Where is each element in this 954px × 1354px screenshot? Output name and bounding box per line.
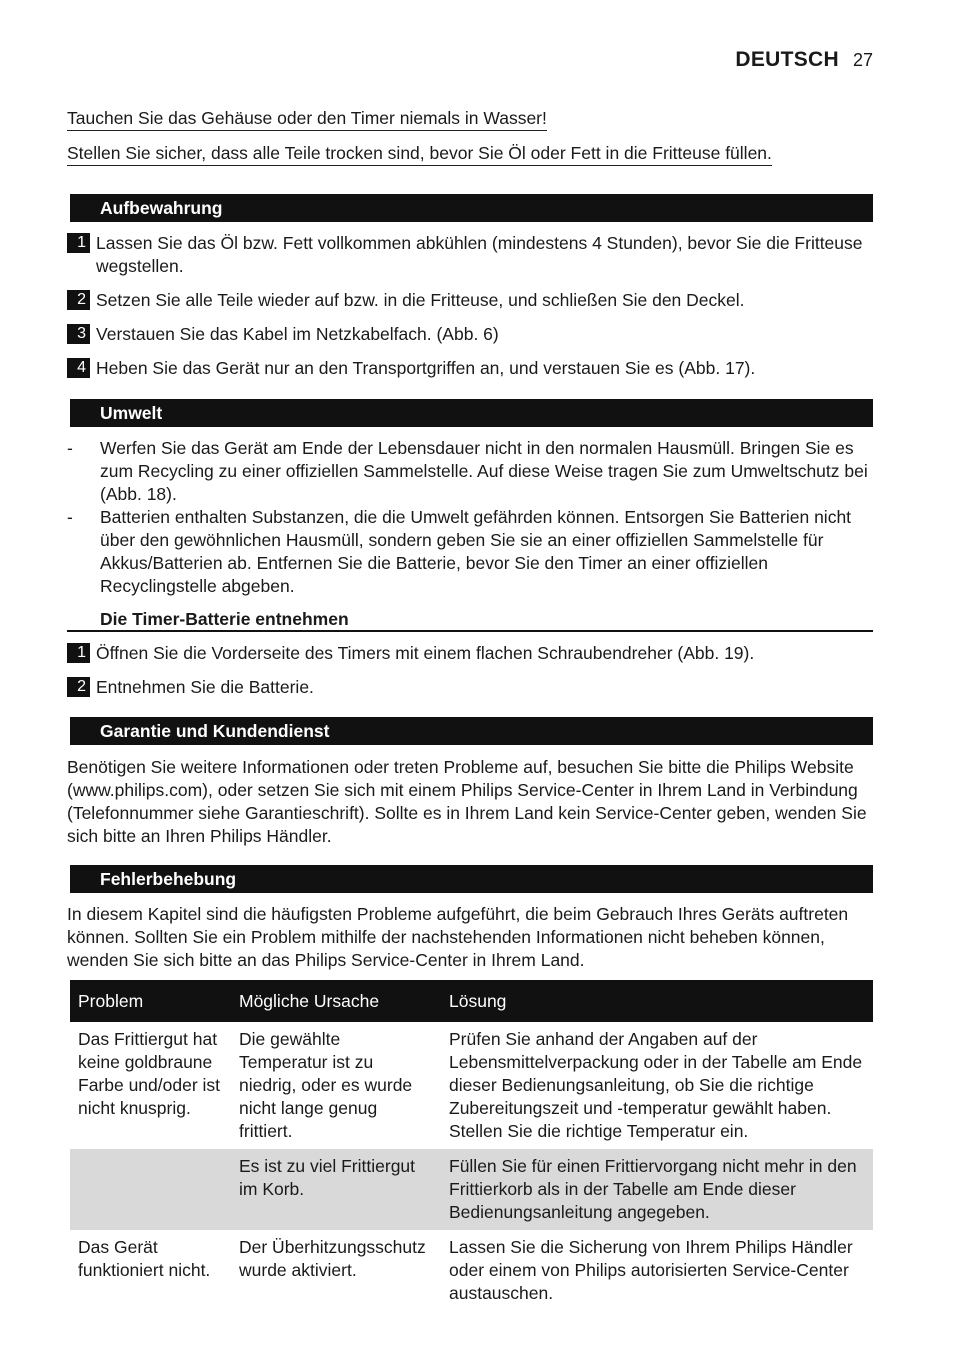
step-text: Öffnen Sie die Vorderseite des Timers mit einem flachen Schraubendreher (Abb. 19). [96,643,755,663]
cause-cell: Der Überhitzungsschutz wurde aktiviert. [239,1237,426,1280]
storage-step [67,232,873,278]
step-number: 1 [67,643,90,663]
warning-dry-parts: Stellen Sie sicher, dass alle Teile trocken sind, bevor Sie Öl oder Fett in die Fritteuse füllen. [67,142,772,166]
storage-step [67,357,873,380]
section-heading-storage: Aufbewahrung [70,194,873,222]
section-heading-troubleshooting: Fehlerbehebung [70,865,873,893]
language-label: DEUTSCH [735,48,839,71]
problem-cell [70,1149,231,1230]
section-heading-guarantee: Garantie und Kundendienst [70,717,873,745]
step-text: Lassen Sie das Öl bzw. Fett vollkommen abkühlen (mindestens 4 Stunden), bevor Sie die Fritteuse wegstellen. [96,233,863,276]
page-header [735,48,873,72]
troubleshooting-table [70,980,873,1311]
bullet-text: Batterien enthalten Substanzen, die die Umwelt gefährden können. Entsorgen Sie Batterien nicht über den gewöhnlichen Hausmüll, sondern geben Sie sie an einer offiziellen Sammelstelle für Akkus/Batterien ab. Entfernen Sie die Batterie, bevor Sie den Timer an einer offiziellen Recyclingstelle abgeben. [100,507,852,596]
warning-water: Tauchen Sie das Gehäuse oder den Timer niemals in Wasser! [67,107,547,131]
step-number: 1 [67,233,90,253]
table-row [70,1230,873,1311]
page-number: 27 [852,50,873,70]
bullet-dash: - [67,438,73,458]
problem-cell: Das Frittiergut hat keine goldbraune Farbe und/oder ist nicht knusprig. [78,1029,221,1118]
table-row [70,1022,873,1149]
solution-cell: Füllen Sie für einen Frittiervorgang nicht mehr in den Frittierkorb als in der Tabelle am Ende dieser Bedienungsanleitung angegeben. [441,1149,873,1230]
environment-bullet [67,437,873,506]
table-header-row [70,980,873,1022]
bullet-text: Werfen Sie das Gerät am Ende der Lebensdauer nicht in den normalen Hausmüll. Bringen Sie es zum Recycling zu einer offiziellen Sammelstelle. Auf diese Weise tragen Sie zum Umweltschutz bei (Abb. 18). [100,438,868,504]
cause-cell: Es ist zu viel Frittiergut im Korb. [231,1149,441,1230]
step-number: 3 [67,324,90,344]
guarantee-text: Benötigen Sie weitere Informationen oder treten Probleme auf, besuchen Sie bitte die Philips Website (www.philips.com), oder setzen Sie sich mit einem Philips Service-Center in Ihrem Land in Verbindung (Telefonnummer siehe Garantieschrift). Sollte es in Ihrem Land kein Service-Center geben, wenden Sie sich bitte an Ihren Philips Händler. [67,757,867,846]
step-number: 4 [67,358,90,378]
column-header-problem: Problem [70,980,231,1022]
troubleshooting-intro: In diesem Kapitel sind die häufigsten Probleme aufgeführt, die beim Gebrauch Ihres Geräts auftreten können. Sollten Sie ein Problem mithilfe der nachstehenden Informationen nicht beheben können, wenden Sie sich bitte an das Philips Service-Center in Ihrem Land. [67,904,849,970]
column-header-cause: Mögliche Ursache [231,980,441,1022]
step-text: Heben Sie das Gerät nur an den Transportgriffen an, und verstauen Sie es (Abb. 17). [96,358,756,378]
problem-cell: Das Gerät funktioniert nicht. [78,1237,211,1280]
storage-step [67,323,873,346]
solution-cell: Prüfen Sie anhand der Angaben auf der Lebensmittelverpackung oder in der Tabelle am Ende dieser Bedienungsanleitung, ob Sie die richtige Zubereitungszeit und -temperatur gewählt haben. Stellen Sie die richtige Temperatur ein. [449,1029,863,1141]
step-text: Setzen Sie alle Teile wieder auf bzw. in die Fritteuse, und schließen Sie den Deckel. [96,290,745,310]
step-text: Verstauen Sie das Kabel im Netzkabelfach. (Abb. 6) [96,324,499,344]
battery-step [67,642,873,665]
battery-step [67,676,873,699]
table-row [70,1149,873,1230]
cause-cell: Die gewählte Temperatur ist zu niedrig, oder es wurde nicht lange genug frittiert. [239,1029,413,1141]
section-heading-environment: Umwelt [70,399,873,427]
bullet-dash: - [67,507,73,527]
solution-cell: Lassen Sie die Sicherung von Ihrem Philips Händler oder einem von Philips autorisierten Service-Center austauschen. [449,1237,853,1303]
step-number: 2 [67,290,90,310]
subsection-heading-battery: Die Timer-Batterie entnehmen [67,608,873,632]
column-header-solution: Lösung [441,980,873,1022]
step-text: Entnehmen Sie die Batterie. [96,677,314,697]
step-number: 2 [67,677,90,697]
environment-bullet [67,506,873,598]
storage-step [67,289,873,312]
